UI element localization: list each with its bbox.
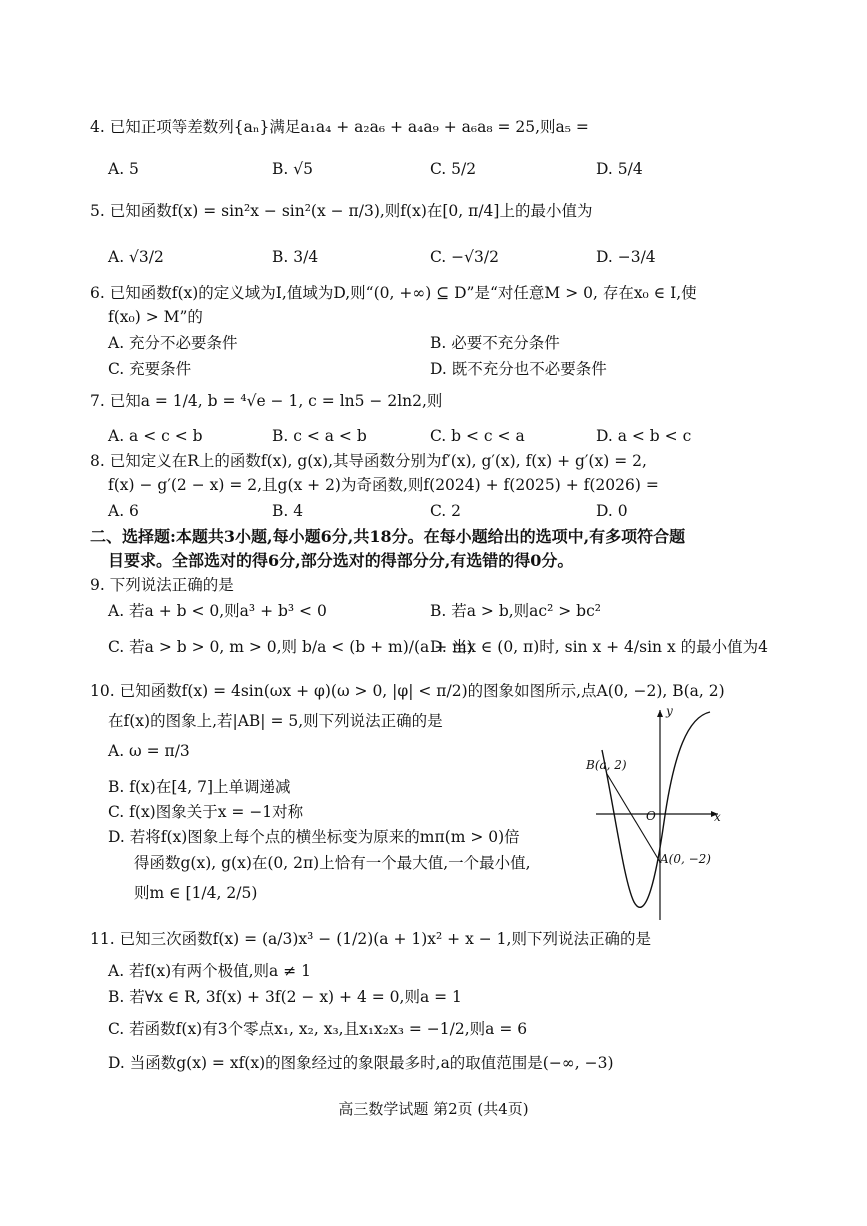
q10-option-d-line1: D. 若将f(x)图象上每个点的横坐标变为原来的mπ(m > 0)倍: [108, 828, 520, 846]
q10-stem-line2: 在f(x)的图象上,若|AB| = 5,则下列说法正确的是: [108, 712, 443, 730]
q11-option-d: D. 当函数g(x) = xf(x)的图象经过的象限最多时,a的取值范围是(−∞, −3): [108, 1054, 614, 1072]
q10-option-b: B. f(x)在[4, 7]上单调递减: [108, 778, 291, 796]
q7-option-a: A. a < c < b: [108, 427, 203, 445]
q7-option-b: B. c < a < b: [272, 427, 367, 445]
q4-stem: 4. 已知正项等差数列{aₙ}满足a₁a₄ + a₂a₆ + a₄a₉ + a₆a₈ = 25,则a₅ =: [90, 118, 589, 136]
q5-stem: 5. 已知函数f(x) = sin²x − sin²(x − π/3),则f(x)在[0, π/4]上的最小值为: [90, 202, 593, 220]
q6-stem-line2: f(x₀) > M”的: [108, 308, 203, 326]
page-footer: 高三数学试题 第2页 (共4页): [338, 1100, 529, 1118]
q5-option-a: A. √3/2: [108, 248, 164, 266]
q5-option-b: B. 3/4: [272, 248, 319, 266]
y-axis-arrow: [657, 710, 663, 717]
q4-option-b: B. √5: [272, 160, 313, 178]
q6-stem-line1: 6. 已知函数f(x)的定义域为I,值域为D,则“(0, +∞) ⊆ D”是“对任意M > 0, 存在x₀ ∈ I,使: [90, 284, 697, 302]
q11-stem: 11. 已知三次函数f(x) = (a/3)x³ − (1/2)(a + 1)x² + x − 1,则下列说法正确的是: [90, 930, 651, 948]
q10-option-d-line3: 则m ∈ [1/4, 2/5): [134, 884, 258, 902]
q9-option-a: A. 若a + b < 0,则a³ + b³ < 0: [108, 602, 327, 620]
graph-label-point-b: B(a, 2): [586, 758, 627, 772]
q11-option-a: A. 若f(x)有两个极值,则a ≠ 1: [108, 962, 311, 980]
q7-stem: 7. 已知a = 1/4, b = ⁴√e − 1, c = ln5 − 2ln2,则: [90, 392, 443, 410]
q11-option-c: C. 若函数f(x)有3个零点x₁, x₂, x₃,且x₁x₂x₃ = −1/2,则a = 6: [108, 1020, 528, 1038]
graph-label-x: x: [714, 810, 721, 824]
q5-option-c: C. −√3/2: [430, 248, 499, 266]
q9-option-c: C. 若a > b > 0, m > 0,则 b/a < (b + m)/(a + m): [108, 638, 473, 656]
q8-option-b: B. 4: [272, 502, 304, 520]
graph-label-point-a: A(0, −2): [660, 852, 711, 866]
q10-option-d-line2: 得函数g(x), g(x)在(0, 2π)上恰有一个最大值,一个最小值,: [134, 854, 531, 872]
q9-option-d: D. 当x ∈ (0, π)时, sin x + 4/sin x 的最小值为4: [430, 638, 768, 656]
q10-stem-line1: 10. 已知函数f(x) = 4sin(ωx + φ)(ω > 0, |φ| < π/2)的图象如图所示,点A(0, −2), B(a, 2): [90, 682, 725, 700]
q8-option-d: D. 0: [596, 502, 628, 520]
q7-option-c: C. b < c < a: [430, 427, 525, 445]
q4-option-d: D. 5/4: [596, 160, 643, 178]
q8-stem-line2: f(x) − g′(2 − x) = 2,且g(x + 2)为奇函数,则f(2024) + f(2025) + f(2026) =: [108, 476, 659, 494]
q8-stem-line1: 8. 已知定义在R上的函数f(x), g(x),其导函数分别为f′(x), g′(x), f(x) + g′(x) = 2,: [90, 452, 647, 470]
q5-option-d: D. −3/4: [596, 248, 656, 266]
q6-option-c: C. 充要条件: [108, 360, 192, 378]
q9-stem: 9. 下列说法正确的是: [90, 576, 234, 594]
q4-option-c: C. 5/2: [430, 160, 477, 178]
q10-function-graph: [570, 702, 730, 922]
q4-option-a: A. 5: [108, 160, 139, 178]
q9-option-b: B. 若a > b,则ac² > bc²: [430, 602, 601, 620]
q10-option-a: A. ω = π/3: [108, 742, 190, 760]
q6-option-b: B. 必要不充分条件: [430, 334, 560, 352]
q7-option-d: D. a < b < c: [596, 427, 692, 445]
section2-heading-line2: 目要求。全部选对的得6分,部分选对的得部分分,有选错的得0分。: [108, 551, 574, 570]
section2-heading-line1: 二、选择题:本题共3小题,每小题6分,共18分。在每小题给出的选项中,有多项符合题: [90, 527, 686, 546]
q8-option-a: A. 6: [108, 502, 139, 520]
q11-option-b: B. 若∀x ∈ R, 3f(x) + 3f(2 − x) + 4 = 0,则a = 1: [108, 988, 462, 1006]
sine-curve: [602, 712, 710, 907]
q6-option-a: A. 充分不必要条件: [108, 334, 238, 352]
graph-label-y: y: [666, 704, 673, 718]
graph-label-origin: O: [646, 809, 656, 823]
q8-option-c: C. 2: [430, 502, 462, 520]
q10-option-c: C. f(x)图象关于x = −1对称: [108, 803, 304, 821]
q6-option-d: D. 既不充分也不必要条件: [430, 360, 607, 378]
